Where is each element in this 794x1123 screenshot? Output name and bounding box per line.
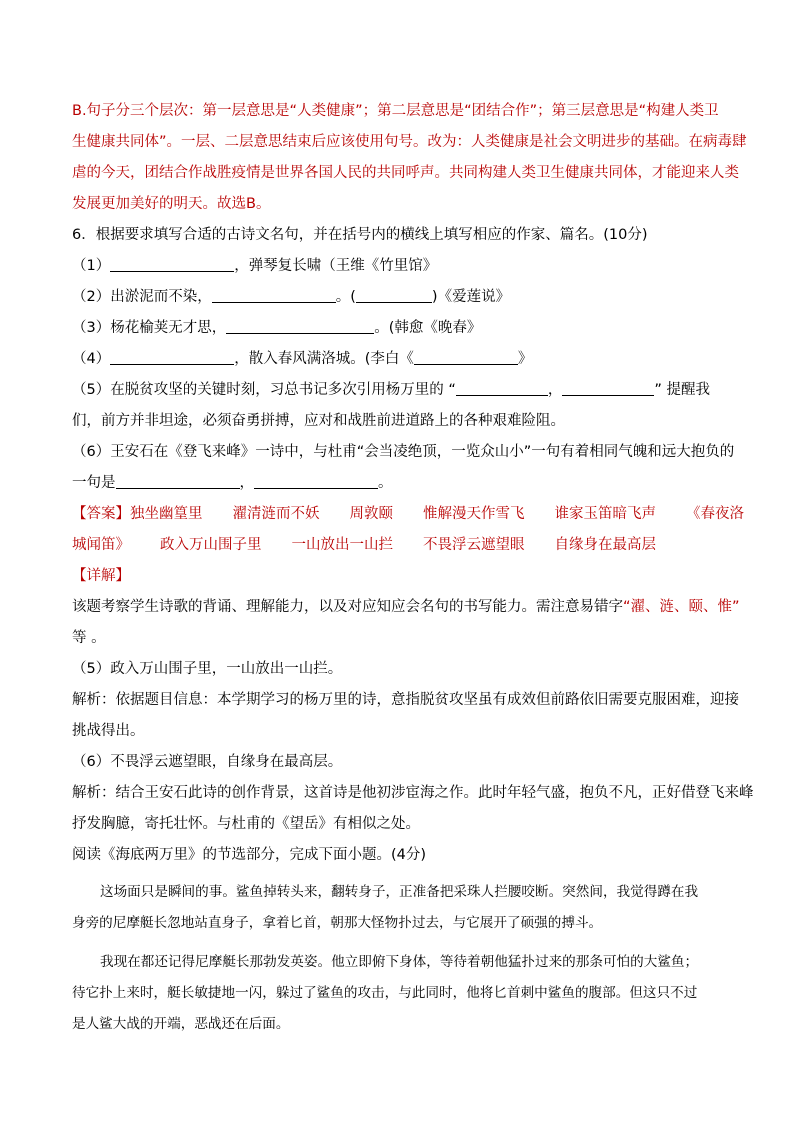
item-text: （3）杨花榆荚无才思， bbox=[72, 320, 227, 336]
item-text: )《爱莲说》 bbox=[431, 289, 511, 305]
answer-item: 城闻笛》 bbox=[72, 537, 130, 553]
answer-blank[interactable] bbox=[456, 381, 548, 396]
detail-6-analysis: 解析：结合王安石此诗的创作背景，这首诗是他初涉宦海之作。此时年轻气盛，抱负不凡，正好借登飞来峰 bbox=[72, 785, 754, 801]
answer-label: 【答案】 bbox=[72, 506, 130, 522]
answer-blank[interactable] bbox=[212, 288, 336, 303]
answer-blank[interactable] bbox=[562, 381, 654, 396]
item-text: 。(韩愈《晚春》 bbox=[374, 320, 482, 336]
answer-blank[interactable] bbox=[226, 319, 374, 334]
question-item-6: （6）王安石在《登飞来峰》一诗中，与杜甫“会当凌绝顶，一览众山小”一句有着相同气魄和远大抱负的 bbox=[72, 444, 735, 460]
detail-5-answer: （5）政入万山围子里，一山放出一山拦。 bbox=[72, 661, 343, 677]
excerpt-line: 这场面只是瞬间的事。鲨鱼掉转头来，翻转身子，正准备把采珠人拦腰咬断。突然间，我觉得蹲在我 bbox=[100, 884, 699, 900]
question-item-2 bbox=[72, 282, 726, 313]
question-item-4 bbox=[72, 344, 726, 375]
answer-item: 一山放出一山拦 bbox=[291, 537, 393, 553]
reading-section bbox=[72, 840, 726, 1040]
question-item-1 bbox=[72, 251, 726, 282]
answer-item: 不畏浮云遮望眼 bbox=[423, 537, 525, 553]
item-text: ，弹琴复长啸（王维《竹里馆》 bbox=[234, 258, 438, 274]
detail-6-analysis-cont: 抒发胸臆，寄托壮怀。与杜甫的《望岳》有相似之处。 bbox=[72, 816, 420, 832]
excerpt-line: 身旁的尼摩艇长忽地站直身子，拿着匕首，朝那大怪物扑过去，与它展开了硕强的搏斗。 bbox=[72, 915, 603, 931]
item-text: （2）出淤泥而不染， bbox=[72, 289, 212, 305]
question-item-6-cont bbox=[72, 468, 726, 499]
answer-line-1 bbox=[72, 499, 744, 530]
detail-text: 该题考察学生诗歌的背诵、理解能力，以及对应知应会名句的书写能力。需注意易错字 bbox=[72, 599, 623, 615]
item-text: ， bbox=[547, 382, 563, 398]
explanation-line: B.句子分三个层次：第一层意思是“人类健康”；第二层意思是“团结合作”；第三层意思是“构建人类卫 bbox=[72, 103, 719, 119]
answer-blank[interactable] bbox=[110, 257, 234, 272]
author-blank[interactable] bbox=[356, 288, 432, 303]
excerpt-line: 待它扑上来时，艇长敏捷地一闪，躲过了鲨鱼的攻击，与此同时，他将匕首刺中鲨鱼的腹部。但这只不过 bbox=[72, 985, 698, 1001]
detail-intro bbox=[72, 592, 740, 623]
detail-5-analysis: 解析：依据题目信息：本学期学习的杨万里的诗，意指脱贫攻坚虽有成效但前路依旧需要克服困难，迎接 bbox=[72, 692, 739, 708]
answer-item: 濯清涟而不妖 bbox=[232, 506, 320, 522]
detail-label: 【详解】 bbox=[72, 568, 130, 584]
excerpt-line: 是人鲨大战的开端，恶战还在后面。 bbox=[72, 1016, 290, 1032]
detail-section bbox=[72, 592, 754, 840]
explanation-line: 发展更加美好的明天。故选B。 bbox=[72, 196, 271, 212]
question-item-5 bbox=[72, 375, 726, 406]
item-number: （4） bbox=[72, 351, 111, 367]
answer-blank[interactable] bbox=[116, 474, 240, 489]
reading-intro: 阅读《海底两万里》的节选部分，完成下面小题。(4分) bbox=[72, 847, 427, 863]
detail-intro-cont: 等 。 bbox=[72, 630, 106, 646]
reading-excerpt bbox=[72, 877, 726, 1040]
explanation-line: 生健康共同体”。一层、二层意思结束后应该使用句号。改为：人类健康是社会文明进步的基础。在病毒肆 bbox=[72, 134, 747, 150]
question-stem: 6．根据要求填写合适的古诗文名句，并在括号内的横线上填写相应的作家、篇名。(10分) bbox=[72, 227, 648, 243]
option-b-explanation bbox=[72, 96, 747, 220]
answer-item: 惟解漫天作雪飞 bbox=[423, 506, 525, 522]
excerpt-line: 我现在都还记得尼摩艇长那勃发英姿。他立即俯下身体，等待着朝他猛扑过来的那条可怕的大鲨鱼； bbox=[100, 954, 699, 970]
document-page bbox=[72, 96, 754, 1040]
detail-6-answer: （6）不畏浮云遮望眼，自缘身在最高层。 bbox=[72, 754, 343, 770]
answer-item: 《春夜洛 bbox=[686, 506, 744, 522]
item-text: 》 bbox=[517, 351, 533, 367]
item-text: （5）在脱贫攻坚的关键时刻，习总书记多次引用杨万里的 “ bbox=[72, 382, 456, 398]
question-item-5-cont: 们，前方并非坦途，必须奋勇拼搏，应对和战胜前进道路上的各种艰难险阻。 bbox=[72, 413, 565, 429]
item-text: 。( bbox=[335, 289, 356, 305]
item-text: ” 提醒我 bbox=[654, 382, 710, 398]
title-blank[interactable] bbox=[414, 350, 518, 365]
answer-item: 政入万山围子里 bbox=[160, 537, 262, 553]
answer-item: 自缘身在最高层 bbox=[554, 537, 656, 553]
answer-blank[interactable] bbox=[110, 350, 234, 365]
answer-blank[interactable] bbox=[254, 474, 378, 489]
item-number: （1） bbox=[72, 258, 111, 274]
answer-line-2 bbox=[72, 530, 726, 561]
question-6 bbox=[72, 220, 735, 499]
answer-item: 独坐幽篁里 bbox=[130, 506, 203, 522]
explanation-line: 虐的今天，团结合作战胜疫情是世界各国人民的共同呼声。共同构建人类卫生健康共同体，才能迎来人类 bbox=[72, 165, 739, 181]
item-text: ，散入春风满洛城。(李白《 bbox=[234, 351, 414, 367]
answer-item: 谁家玉笛暗飞声 bbox=[554, 506, 656, 522]
item-text: ， bbox=[239, 475, 254, 491]
error-prone-chars: “濯、涟、颐、惟” bbox=[623, 599, 740, 615]
item-text: 。 bbox=[378, 475, 393, 491]
item-text: 一句是 bbox=[72, 475, 116, 491]
question-item-3 bbox=[72, 313, 726, 344]
detail-5-analysis-cont: 挑战得出。 bbox=[72, 723, 145, 739]
answer-item: 周敦颐 bbox=[349, 506, 393, 522]
answer-section bbox=[72, 499, 744, 592]
